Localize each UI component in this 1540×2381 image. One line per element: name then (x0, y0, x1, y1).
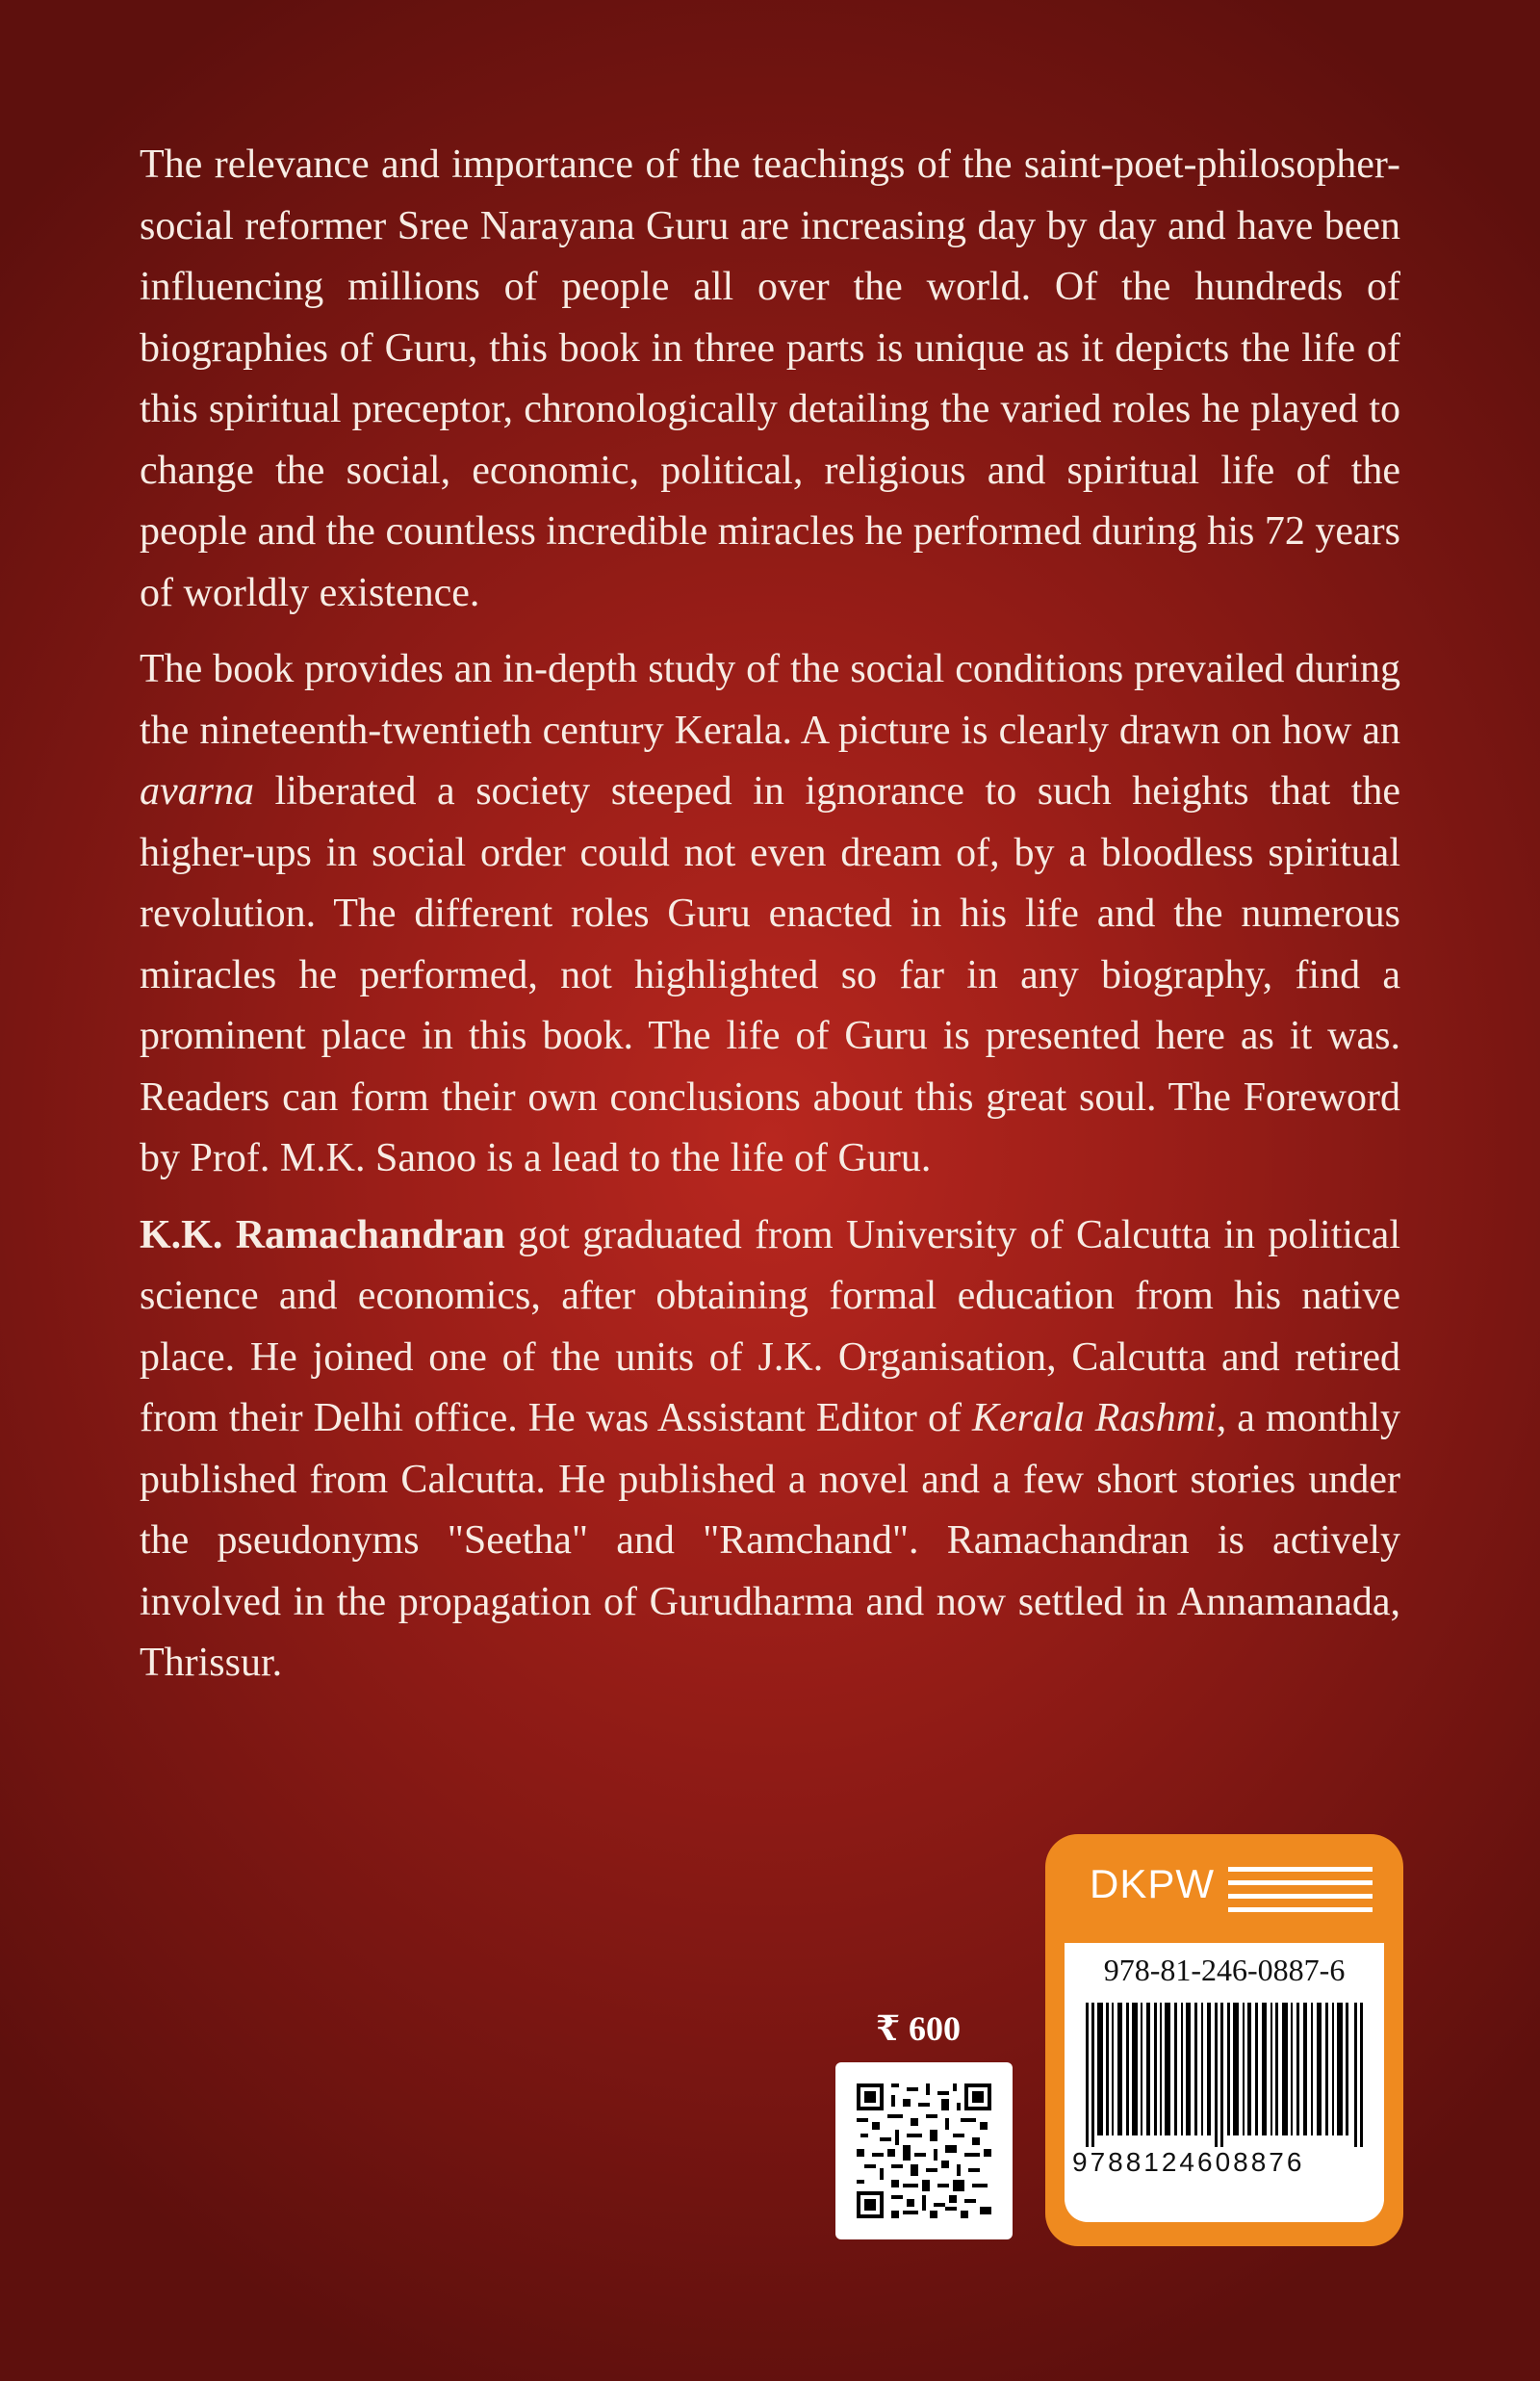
publisher-logo-lines-icon (1228, 1867, 1373, 1921)
isbn-barcode-area (1065, 1943, 1384, 2222)
isbn-number: 978-81-246-0887-6 (1103, 1953, 1346, 1987)
publisher-logo-text: DKPW (1090, 1861, 1215, 1906)
barcode-icon (1086, 2003, 1363, 2147)
qr-code-icon (857, 2083, 991, 2218)
description-term-avarna: avarna (140, 769, 254, 814)
description-paragraph-2 (140, 639, 1400, 1190)
author-bio-part-a: got graduated from University of Calcutta in political science and economics, after obtaining formal education from his native place. He joined one of the units of J.K. Organisation, Calcutta and retired from their Delhi office. He was Assistant Editor of (140, 1212, 1400, 1440)
barcode-digits: 9788124608876 (1072, 2147, 1305, 2177)
qr-code[interactable] (835, 2062, 1013, 2239)
description-paragraph-2-part-b: liberated a society steeped in ignorance to such heights that the higher-ups in social order could not even dream of, by a bloodless spiritual revolution. The different roles Guru enacted in his life and the numerous miracles he performed, not highlighted so far in any biography, find a prominent place in this book. The life of Guru is presented here as it was. Readers can form their own conclusions about this great soul. The Foreword by Prof. M.K. Sanoo is a lead to the life of Guru. (140, 769, 1400, 1180)
back-cover-text (140, 135, 1400, 1710)
author-name: K.K. Ramachandran (140, 1212, 505, 1257)
price-label: ₹ 600 (876, 2009, 962, 2048)
description-paragraph-2-part-a: The book provides an in-depth study of the social conditions prevailed during the nineteenth-twentieth century Kerala. A picture is clearly drawn on how an (140, 647, 1400, 753)
description-paragraph-1: The relevance and importance of the teachings of the saint-poet-philosopher-social reformer Sree Narayana Guru are increasing day by day and have been influencing millions of people all over the world. Of the hundreds of biographies of Guru, this book in three parts is unique as it depicts the life of this spiritual preceptor, chronologically detailing the varied roles he played to change the social, economic, political, religious and spiritual life of the people and the countless incredible miracles he performed during his 72 years of worldly existence. (140, 142, 1400, 615)
author-bio-paragraph (140, 1205, 1400, 1695)
author-bio-part-b: , a monthly published from Calcutta. He published a novel and a few short stories under the pseudonyms "Seetha" and "Ramchand". Ramachandran is actively involved in the propagation of Gurudharma and now settled in Annamanada, Thrissur. (140, 1396, 1401, 1685)
magazine-title: Kerala Rashmi (972, 1396, 1217, 1440)
publisher-isbn-panel (1045, 1834, 1403, 2246)
